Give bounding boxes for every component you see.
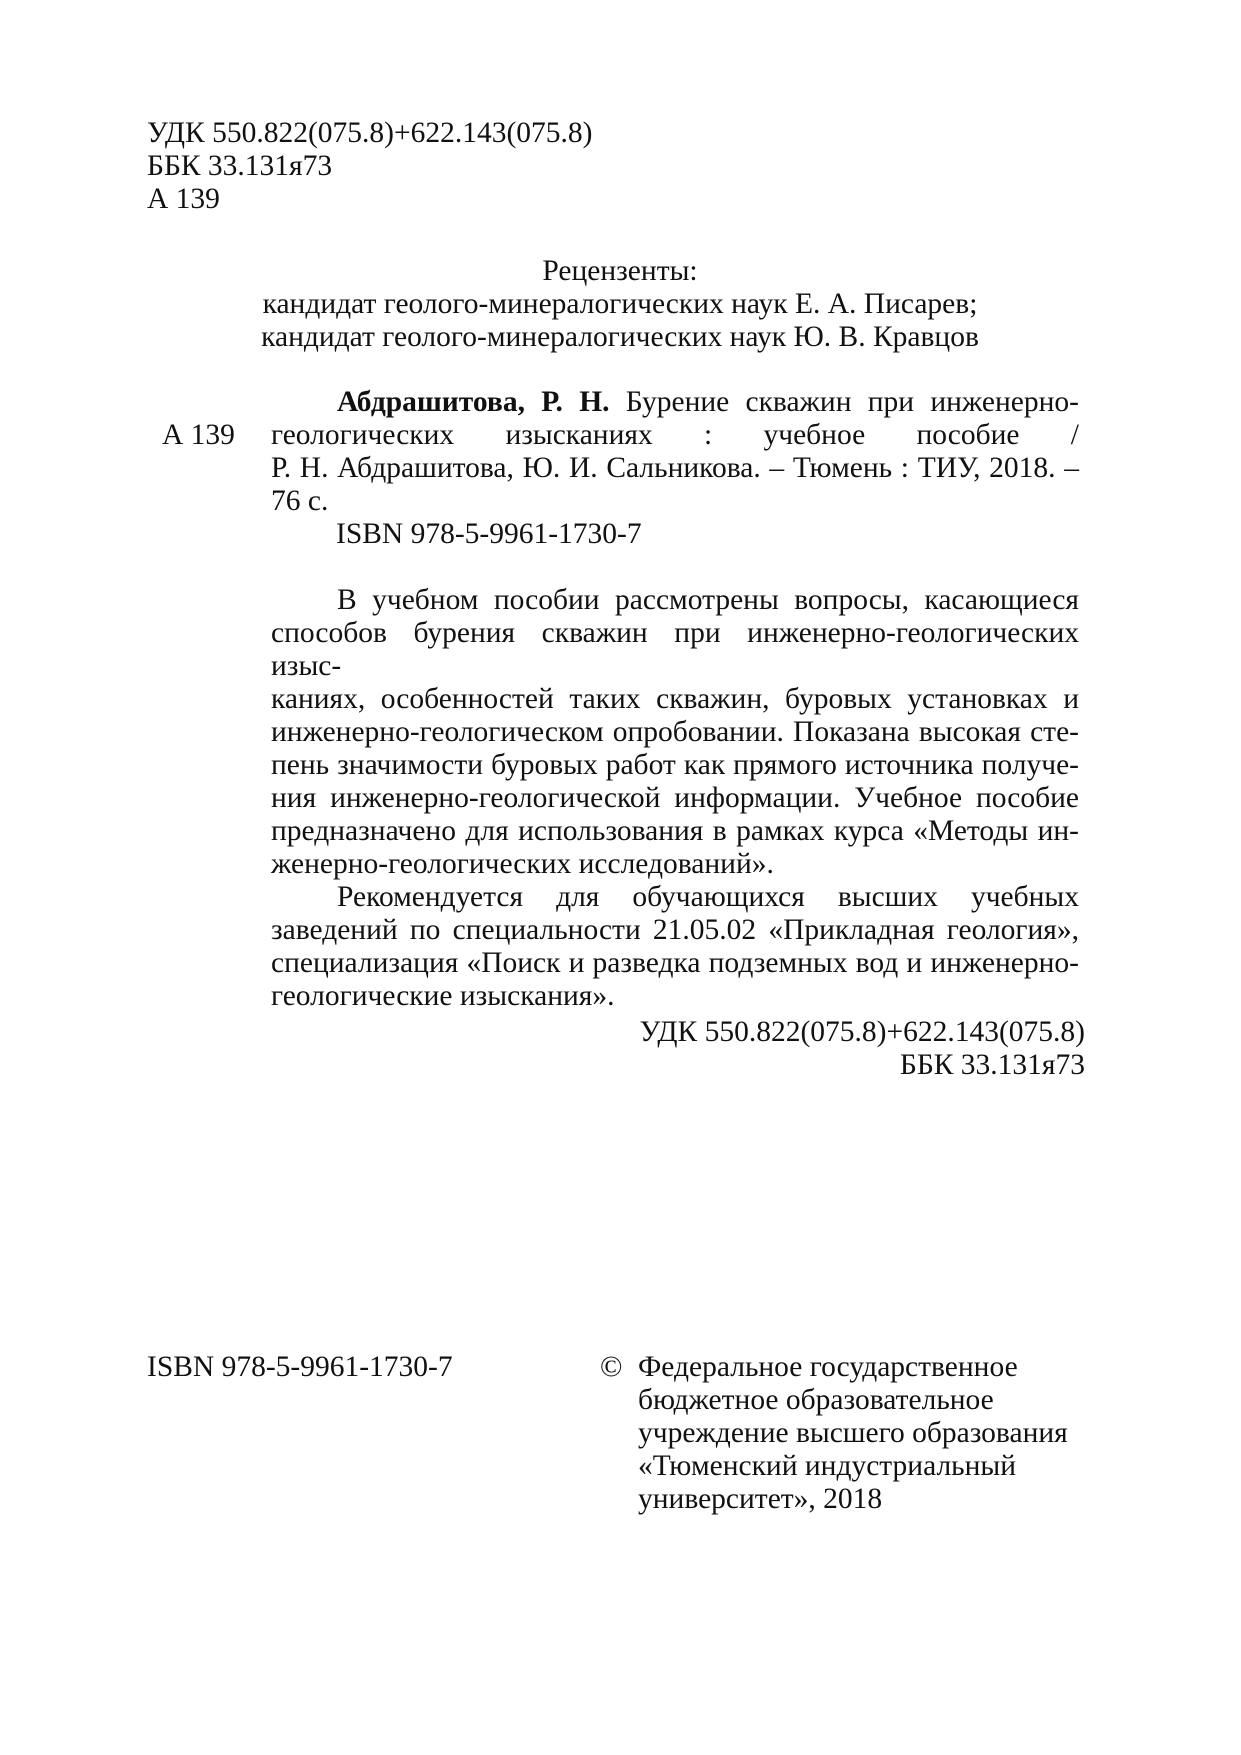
udc-code-bottom: УДК 550.822(075.8)+622.143(075.8) bbox=[639, 1016, 1085, 1048]
copyright-line: Федеральное государственное bbox=[638, 1351, 1018, 1383]
abstract-line: женерно-геологических исследований». bbox=[271, 848, 774, 880]
copyright-icon: © bbox=[600, 1351, 623, 1383]
reviewers-heading: Рецензенты: bbox=[542, 255, 698, 287]
bottom-classification bbox=[600, 1016, 1085, 1082]
copyright-line: бюджетное образовательное bbox=[638, 1384, 994, 1416]
abstract-line: заведений по специальности 21.05.02 «Прикладная геология», bbox=[271, 914, 1079, 946]
abstract-line: предназначено для использования в рамках курса «Методы ин- bbox=[271, 815, 1079, 847]
abstract-line: способов бурения скважин при инженерно-геологических изыс- bbox=[271, 617, 1079, 682]
copyright-block bbox=[638, 1351, 1068, 1516]
bib-line-4: 76 с. bbox=[271, 485, 329, 517]
abstract-line: каниях, особенностей таких скважин, буровых установках и bbox=[271, 683, 1079, 715]
reviewers-block bbox=[260, 255, 980, 354]
abstract-line: В учебном пособии рассмотрены вопросы, касающиеся bbox=[337, 584, 1079, 616]
footer-isbn: ISBN 978-5-9961-1730-7 bbox=[147, 1351, 453, 1383]
abstract-block bbox=[271, 584, 1079, 1013]
bib-title-start: Бурение скважин при инженерно- bbox=[609, 386, 1079, 418]
bib-author: Абдрашитова, Р. Н. bbox=[337, 386, 610, 418]
abstract-line: пень значимости буровых работ как прямого источника получе- bbox=[271, 749, 1079, 781]
abstract-line: инженерно-геологическом опробовании. Показана высокая сте- bbox=[271, 716, 1079, 748]
classification-block bbox=[147, 117, 593, 216]
copyright-line: «Тюменский индустриальный bbox=[638, 1450, 1017, 1482]
catalog-code: А 139 bbox=[162, 419, 235, 451]
reviewer-line: кандидат геолого-минералогических наук Ю. В. Кравцов bbox=[261, 321, 979, 353]
bbk-code-bottom: ББК 33.131я73 bbox=[899, 1049, 1085, 1081]
bib-line-1 bbox=[271, 386, 1079, 419]
bib-line-3: Р. Н. Абдрашитова, Ю. И. Сальникова. – Тюмень : ТИУ, 2018. – bbox=[271, 452, 1079, 484]
bib-line-2: геологических изысканиях : учебное пособие / bbox=[271, 419, 1079, 451]
copyright-line: учреждение высшего образования bbox=[638, 1417, 1068, 1449]
reviewer-line: кандидат геолого-минералогических наук Е. А. Писарев; bbox=[262, 288, 978, 320]
bbk-code: ББК 33.131я73 bbox=[147, 150, 333, 182]
abstract-line: специализация «Поиск и разведка подземных вод и инженерно- bbox=[271, 947, 1079, 979]
bib-isbn: ISBN 978-5-9961-1730-7 bbox=[336, 518, 642, 550]
author-mark: А 139 bbox=[147, 183, 220, 215]
copyright-line: университет», 2018 bbox=[638, 1483, 883, 1515]
abstract-line: геологические изыскания». bbox=[271, 980, 615, 1012]
abstract-line: ния инженерно-геологической информации. Учебное пособие bbox=[271, 782, 1079, 814]
bibliographic-record bbox=[271, 386, 1079, 518]
abstract-line: Рекомендуется для обучающихся высших учебных bbox=[337, 881, 1079, 913]
udc-code: УДК 550.822(075.8)+622.143(075.8) bbox=[147, 117, 593, 149]
